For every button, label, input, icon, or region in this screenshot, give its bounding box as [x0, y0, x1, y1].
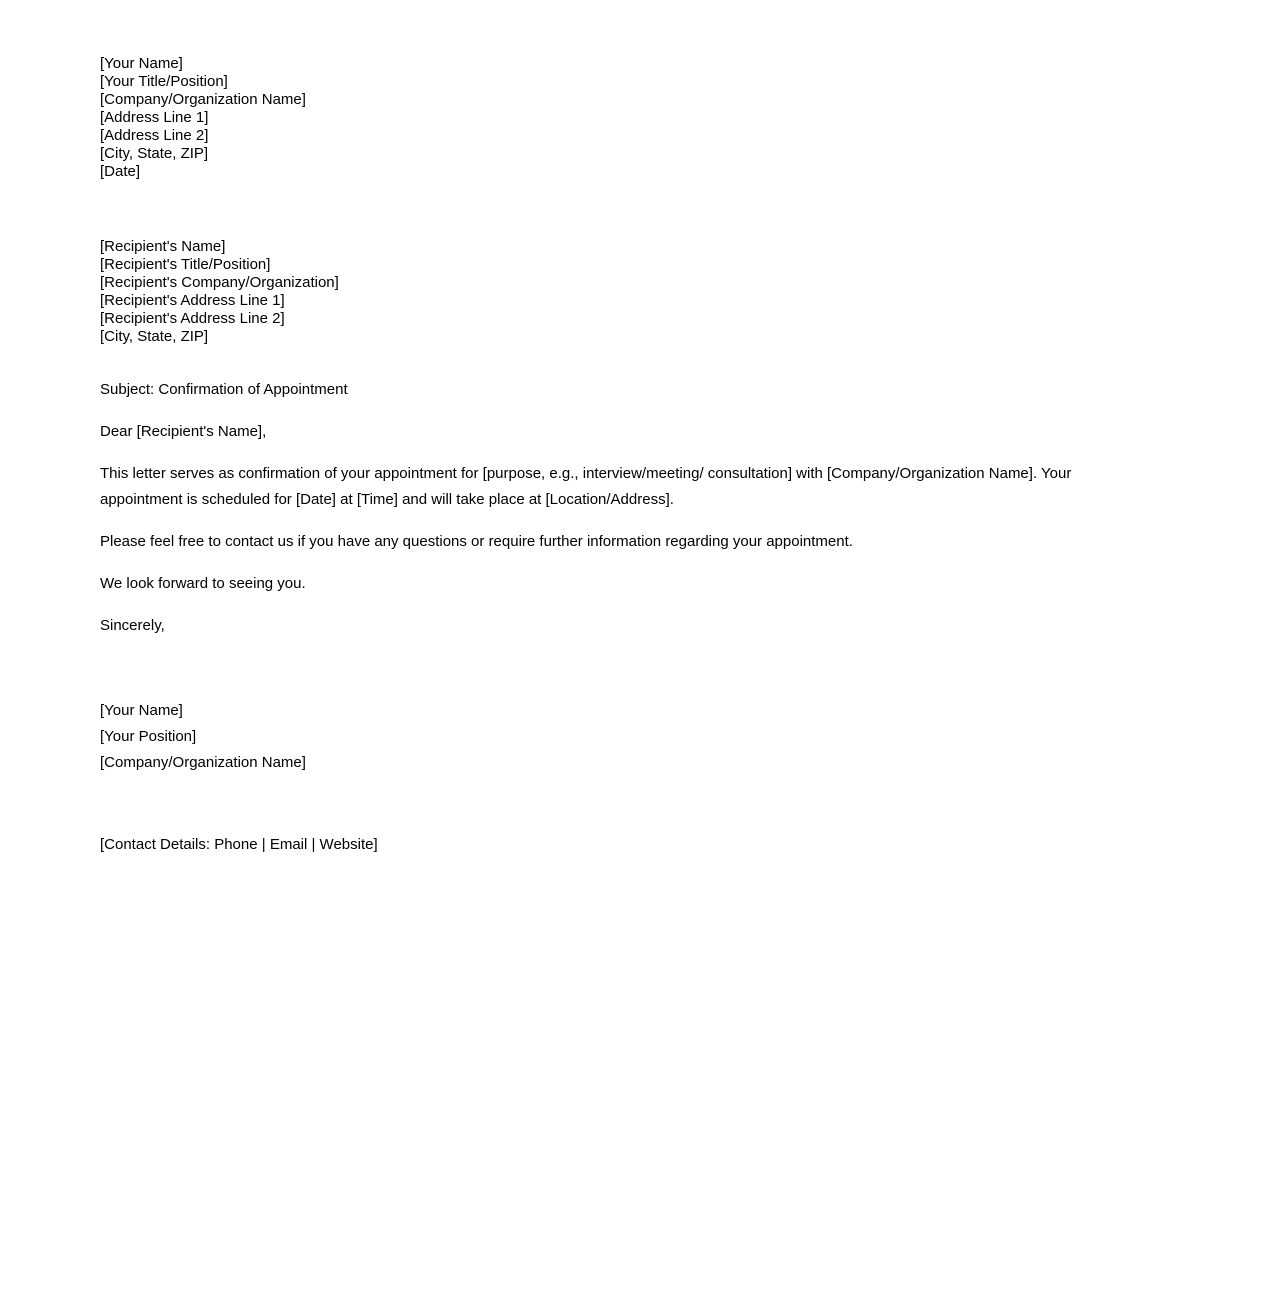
recipient-address-line-1: [Recipient's Address Line 1] — [100, 292, 285, 309]
sender-address-block — [100, 55, 1145, 181]
letter-body — [100, 55, 1145, 858]
salutation: Dear [Recipient's Name], — [100, 423, 267, 440]
recipient-address-block — [100, 238, 1145, 346]
closing-salutation: Sincerely, — [100, 617, 165, 634]
sender-city-state-zip: [City, State, ZIP] — [100, 145, 209, 162]
signature-name: [Your Name] — [100, 702, 183, 719]
recipient-address-line-2: [Recipient's Address Line 2] — [100, 310, 285, 327]
signature-position: [Your Position] — [100, 728, 197, 745]
signature-company: [Company/Organization Name] — [100, 754, 306, 771]
body-paragraph-2: Please feel free to contact us if you have any questions or require further information regarding your appointment. — [100, 533, 853, 550]
body-paragraph-3: We look forward to seeing you. — [100, 575, 306, 592]
letter-date: [Date] — [100, 163, 141, 180]
recipient-city-state-zip: [City, State, ZIP] — [100, 328, 209, 345]
sender-address-line-2: [Address Line 2] — [100, 127, 209, 144]
recipient-company: [Recipient's Company/Organization] — [100, 274, 339, 291]
sender-address-line-1: [Address Line 1] — [100, 109, 209, 126]
body-paragraph-1: This letter serves as confirmation of your appointment for [purpose, e.g., interview/meeting/ consultation] with [Company/Organization Name]. Your appointment is scheduled for [Date] at [Time] and will take place at [Location/Address]. — [100, 465, 1072, 508]
subject-line: Subject: Confirmation of Appointment — [100, 381, 348, 398]
sender-company: [Company/Organization Name] — [100, 91, 306, 108]
signature-block — [100, 698, 1145, 776]
contact-details-line: [Contact Details: Phone | Email | Website] — [100, 836, 378, 853]
sender-title: [Your Title/Position] — [100, 73, 228, 90]
sender-name: [Your Name] — [100, 55, 183, 72]
recipient-title: [Recipient's Title/Position] — [100, 256, 271, 273]
recipient-name: [Recipient's Name] — [100, 238, 226, 255]
